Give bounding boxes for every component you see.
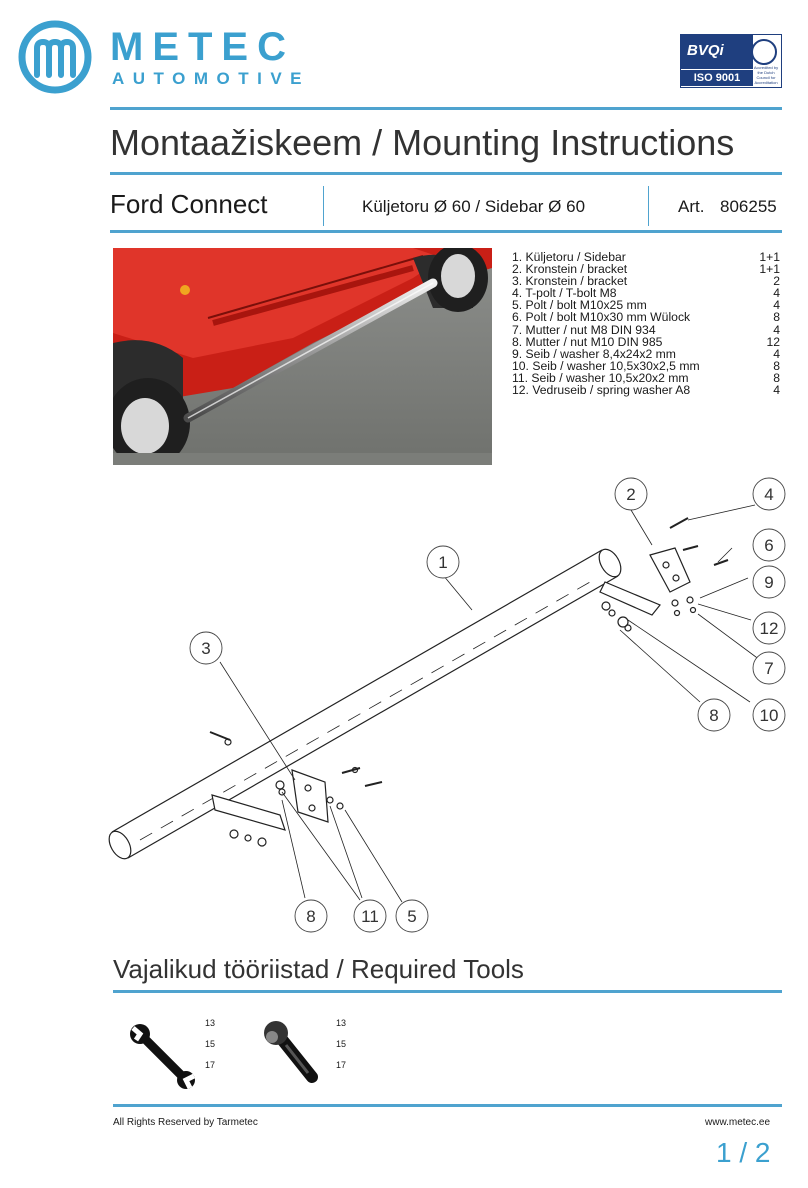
callout-label: 3: [201, 639, 211, 658]
article-label: Art.: [678, 197, 705, 216]
article-number: 806255: [720, 197, 777, 216]
callout-label: 6: [764, 536, 774, 555]
list-item: [512, 311, 780, 323]
section-title: Vajalikud tööriistad / Required Tools: [113, 954, 524, 984]
separator: [323, 186, 324, 226]
part-name: 5. Polt / bolt M10x25 mm: [512, 298, 647, 313]
product-name: Küljetoru Ø 60 / Sidebar Ø 60: [362, 197, 586, 216]
part-quantity: 8: [773, 370, 780, 385]
iso-certification-badge: [680, 34, 782, 88]
list-item: [512, 336, 780, 348]
part-quantity: 8: [773, 358, 780, 373]
callout-label: 8: [306, 907, 316, 926]
ratchet-icon: [258, 1015, 328, 1090]
part-name: 12. Vedruseib / spring washer A8: [512, 383, 691, 398]
page-number: 1 / 2: [716, 1137, 771, 1168]
callout-label: 2: [626, 485, 636, 504]
sidebar-tube: [105, 546, 626, 863]
wrench-size: 15: [205, 1039, 216, 1049]
brand-name: METEC: [110, 25, 295, 69]
part-quantity: 8: [773, 310, 780, 325]
ratchet-size: 15: [336, 1039, 347, 1049]
part-quantity: 4: [773, 322, 780, 337]
page-title: Montaažiskeem / Mounting Instructions: [110, 122, 735, 163]
wrench-icon: [128, 1020, 198, 1090]
callout-label: 4: [764, 485, 774, 504]
brand-subtitle: AUTOMOTIVE: [112, 69, 311, 88]
ratchet-size: 17: [336, 1060, 347, 1070]
tools-divider: [113, 990, 782, 993]
callout-label: 12: [759, 619, 779, 638]
part-quantity: 2: [773, 274, 780, 289]
title-divider: [110, 172, 782, 175]
callout-label: 11: [361, 907, 379, 926]
part-name: 1. Küljetoru / Sidebar: [512, 250, 626, 264]
part-name: 8. Mutter / nut M10 DIN 985: [512, 334, 663, 349]
callout-label: 10: [759, 706, 779, 725]
part-name: 3. Kronstein / bracket: [512, 274, 628, 289]
model-divider: [110, 230, 782, 233]
vehicle-photo: [113, 248, 492, 465]
ratchet-size: 13: [336, 1018, 347, 1028]
part-quantity: 4: [773, 286, 780, 301]
part-quantity: 4: [773, 298, 780, 313]
parts-list: [512, 251, 780, 396]
part-name: 6. Polt / bolt M10x30 mm Wülock: [512, 310, 691, 325]
hardware: [210, 518, 728, 846]
part-quantity: 4: [773, 346, 780, 361]
part-name: 10. Seib / washer 10,5x30x2,5 mm: [512, 358, 700, 373]
separator: [648, 186, 649, 226]
part-name: 2. Kronstein / bracket: [512, 262, 628, 277]
part-name: 9. Seib / washer 8,4x24x2 mm: [512, 346, 676, 361]
cert-note: Accredited by the Dutch Council for Accreditation: [753, 65, 779, 85]
part-name: 4. T-polt / T-bolt M8: [512, 286, 617, 301]
mounting-diagram: [100, 470, 800, 940]
metec-logo-icon: [18, 20, 92, 94]
part-quantity: 1+1: [759, 262, 780, 277]
list-item: [512, 384, 780, 396]
wrench-size: 13: [205, 1018, 216, 1028]
footer-divider: [113, 1104, 782, 1107]
part-name: 7. Mutter / nut M8 DIN 934: [512, 322, 656, 337]
part-name: 11. Seib / washer 10,5x20x2 mm: [512, 370, 689, 385]
copyright-text: All Rights Reserved by Tarmetec: [113, 1117, 258, 1128]
rear-bracket: [212, 770, 328, 830]
wrench-size: 17: [205, 1060, 216, 1070]
accreditation-seal-icon: [751, 39, 777, 65]
website-link[interactable]: www.metec.ee: [705, 1117, 771, 1128]
callout-label: 7: [764, 659, 774, 678]
part-quantity: 12: [766, 334, 780, 349]
cert-standard: ISO 9001: [681, 70, 753, 86]
part-quantity: 1+1: [759, 250, 780, 264]
vehicle-model: Ford Connect: [110, 189, 268, 219]
callout-label: 9: [764, 573, 774, 592]
list-item: [512, 324, 780, 336]
callout-label: 1: [438, 553, 448, 572]
callout-label: 5: [407, 907, 417, 926]
callout-label: 8: [709, 706, 719, 725]
part-quantity: 4: [773, 383, 780, 398]
cert-brand: BVQi: [687, 42, 724, 59]
header-divider: [110, 107, 782, 110]
